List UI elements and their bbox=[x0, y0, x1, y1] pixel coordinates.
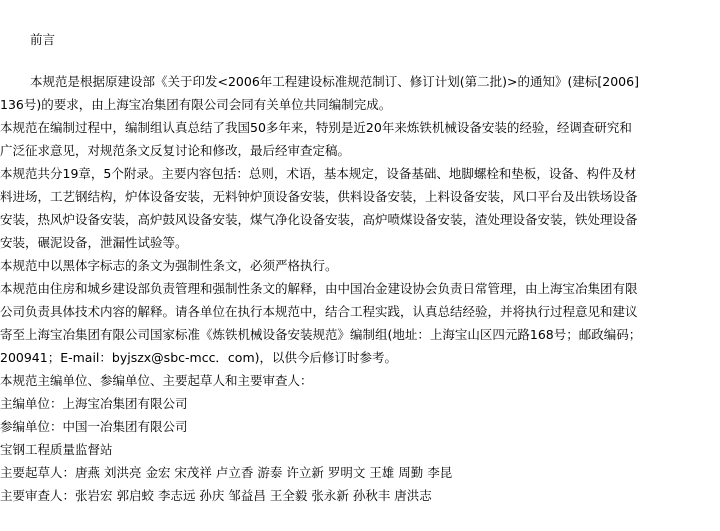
paragraph-line: 宝钢工程质量监督站 bbox=[0, 442, 113, 457]
paragraph-line: 本规范由住房和城乡建设部负责管理和强制性条文的解释，由中国冶金建设协会负责日常管理，由上海宝冶集团有限 bbox=[0, 281, 638, 296]
paragraph-line: 本规范是根据原建设部《关于印发<2006年工程建设标准规范制订、修订计划(第二批)>的通知》(建标[2006] bbox=[30, 74, 639, 89]
paragraph-line: 主要起草人：唐燕 刘洪亮 金宏 宋茂祥 卢立香 游泰 许立新 罗明文 王雄 周勤 李昆 bbox=[0, 465, 453, 480]
paragraph-line: 广泛征求意见，对规范条文反复讨论和修改，最后经审查定稿。 bbox=[0, 143, 351, 158]
paragraph-line: 料进场，工艺钢结构，炉体设备安装，无料钟炉顶设备安装，供料设备安装，上料设备安装，风口平台及出铁场设备 bbox=[0, 189, 638, 204]
paragraph-line: 安装，热风炉设备安装，高炉鼓风设备安装，煤气净化设备安装，高炉喷煤设备安装，渣处理设备安装，铁处理设备 bbox=[0, 212, 638, 227]
paragraph-line: 参编单位：中国一冶集团有限公司 bbox=[0, 419, 188, 434]
paragraph-line: 本规范中以黑体字标志的条文为强制性条文，必须严格执行。 bbox=[0, 258, 338, 273]
paragraph-line: 本规范共分19章，5个附录。主要内容包括：总则，术语，基本规定，设备基础、地脚螺栓和垫板，设备、构件及材 bbox=[0, 166, 637, 181]
paragraph-line: 公司负责具体技术内容的解释。请各单位在执行本规范中，结合工程实践，认真总结经验，并将执行过程意见和建议 bbox=[0, 304, 638, 319]
document-heading: 前言 bbox=[30, 32, 56, 47]
paragraph-line: 136号)的要求，由上海宝冶集团有限公司会同有关单位共同编制完成。 bbox=[0, 97, 392, 112]
paragraph-line: 主要审查人：张岩宏 郭启蛟 李志远 孙庆 邹益昌 王全毅 张永新 孙秋丰 唐洪志 bbox=[0, 488, 432, 503]
paragraph-line: 200941；E-mail：byjszx@sbc-mcc．com)，以供今后修订时参考。 bbox=[0, 350, 398, 365]
paragraph-line: 主编单位：上海宝冶集团有限公司 bbox=[0, 396, 188, 411]
paragraph-line: 本规范在编制过程中，编制组认真总结了我国50多年来，特别是近20年来炼铁机械设备安装的经验，经调查研究和 bbox=[0, 120, 632, 135]
paragraph-line: 安装，碾泥设备，泄漏性试验等。 bbox=[0, 235, 188, 250]
paragraph-line: 寄至上海宝冶集团有限公司国家标准《炼铁机械设备安装规范》编制组(地址：上海宝山区四元路168号；邮政编码； bbox=[0, 327, 642, 342]
paragraph-line: 本规范主编单位、参编单位、主要起草人和主要审查人： bbox=[0, 373, 313, 388]
